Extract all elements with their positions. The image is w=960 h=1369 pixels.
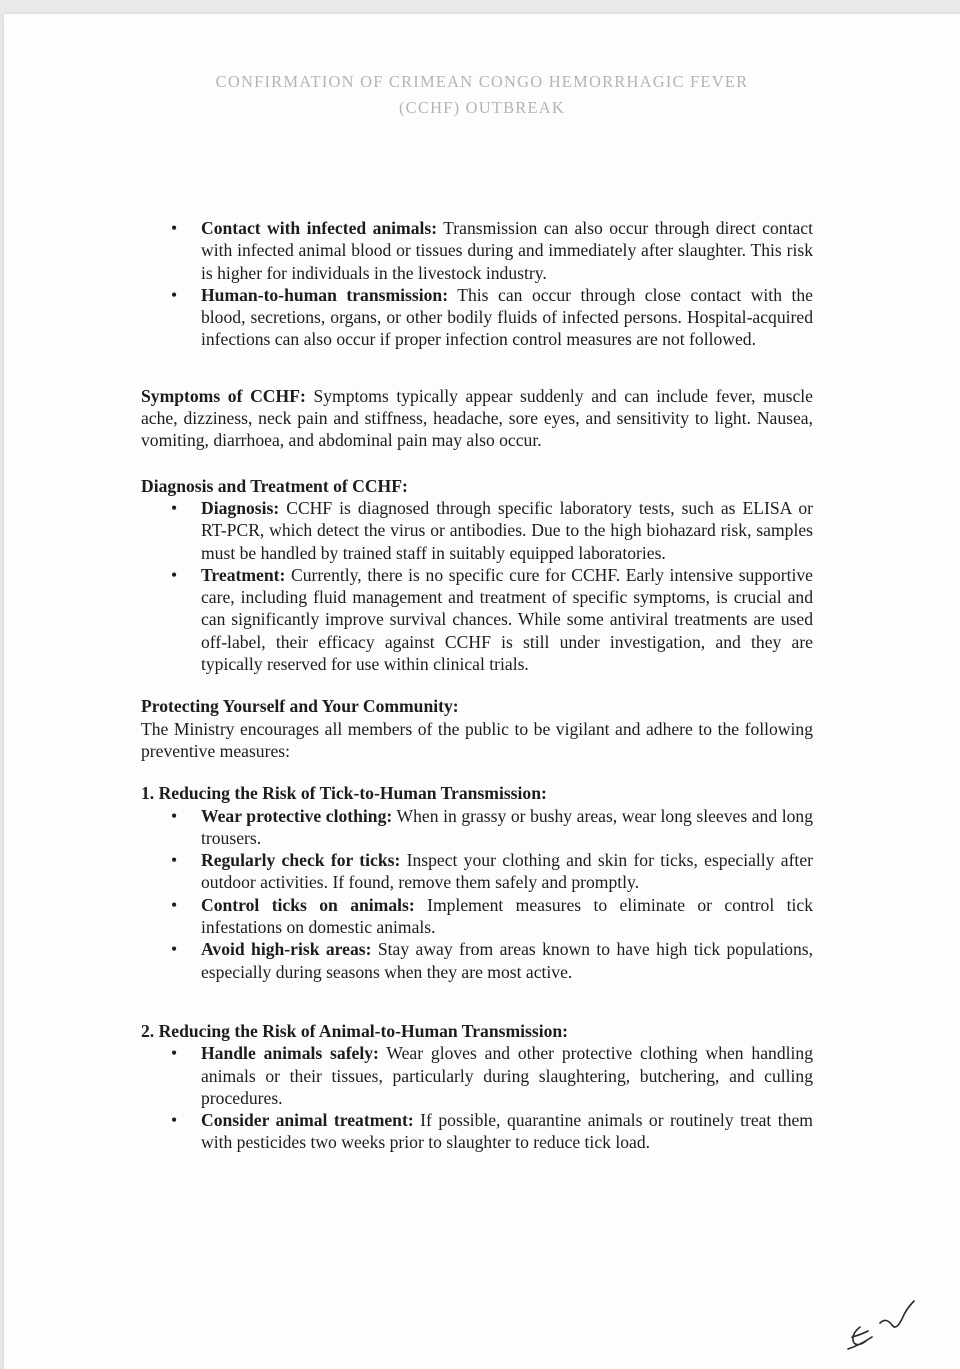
item-text: CCHF is diagnosed through specific laboratory tests, such as ELISA or RT-PCR, which detect the virus or antibodies. Due to the high biohazard risk, samples must be handled by trained staff in suitably equipped laboratories.	[201, 497, 813, 563]
list-item	[141, 564, 813, 675]
bullet-icon: •	[171, 218, 178, 238]
item-title: Handle animals safely:	[201, 1043, 379, 1064]
item-text: Implement measures to eliminate or control tick infestations on domestic animals.	[201, 894, 813, 938]
item-title: Consider animal treatment:	[201, 1110, 414, 1131]
item-title: Diagnosis:	[201, 497, 280, 518]
document-body	[141, 217, 813, 1154]
bullet-icon: •	[171, 805, 178, 826]
list-item	[141, 849, 813, 894]
item-title: Wear protective clothing:	[201, 805, 393, 826]
list-item	[141, 284, 813, 351]
item-text: Wear gloves and other protective clothing when handling animals or their tissues, particularly during slaughtering, butchering, and culling procedures.	[201, 1043, 813, 1108]
item-text: If possible, quarantine animals or routinely treat them with pesticides two weeks prior to slaughter to reduce tick load.	[201, 1110, 813, 1153]
header-title-line-2: (CCHF) OUTBREAK	[398, 98, 566, 117]
item-text: When in grassy or bushy areas, wear long sleeves and long trousers.	[201, 805, 813, 848]
animal-list	[141, 1042, 813, 1153]
tick-list	[141, 805, 813, 983]
handwritten-initials-icon	[840, 1297, 920, 1357]
item-text: This can occur through close contact with the blood, secretions, organs, or other bodily fluids of infected persons. Hospital-acquired infections can also occur if proper infection control measures are not followed.	[201, 284, 813, 350]
protecting-text: The Ministry encourages all members of the public to be vigilant and adhere to the following preventive measures:	[141, 718, 813, 761]
animal-heading: 2. Reducing the Risk of Animal-to-Human Transmission:	[141, 1020, 569, 1041]
list-item	[141, 805, 813, 850]
list-item	[141, 1109, 813, 1154]
list-item	[141, 894, 813, 939]
bullet-icon: •	[171, 894, 178, 915]
item-title: Regularly check for ticks:	[201, 850, 401, 871]
item-title: Contact with infected animals:	[201, 218, 438, 238]
document-page	[4, 14, 960, 1369]
item-title: Control ticks on animals:	[201, 894, 415, 915]
list-item	[141, 217, 813, 284]
bullet-icon: •	[171, 850, 178, 871]
tick-heading: 1. Reducing the Risk of Tick-to-Human Transmission:	[141, 783, 547, 804]
bullet-icon: •	[171, 497, 178, 518]
symptoms-title: Symptoms of CCHF:	[141, 385, 306, 406]
item-text: Transmission can also occur through direct contact with infected animal blood or tissues during and immediately after slaughter. This risk is higher for individuals in the livestock industry.	[201, 218, 813, 283]
list-item	[141, 497, 813, 564]
bullet-icon: •	[171, 939, 178, 960]
header-title-line-1: CONFIRMATION OF CRIMEAN CONGO HEMORRHAGIC FEVER	[215, 72, 749, 91]
symptoms-paragraph	[141, 385, 813, 452]
item-title: Treatment:	[201, 564, 286, 585]
diagnosis-heading: Diagnosis and Treatment of CCHF:	[141, 475, 408, 496]
bullet-icon: •	[171, 284, 178, 305]
document-header	[4, 69, 960, 121]
diagnosis-list	[141, 497, 813, 675]
item-title: Human-to-human transmission:	[201, 284, 449, 305]
bullet-icon: •	[171, 1110, 178, 1131]
item-text: Inspect your clothing and skin for ticks, especially after outdoor activities. If found, remove them safely and promptly.	[201, 850, 813, 893]
item-title: Avoid high-risk areas:	[201, 939, 372, 960]
list-item	[141, 1042, 813, 1109]
item-text: Currently, there is no specific cure for CCHF. Early intensive supportive care, including fluid management and treatment of specific symptoms, is crucial and can significantly improve survival chances. While some antiviral treatments are used off-label, their efficacy against CCHF is still under investigation, and they are typically reserved for use within clinical trials.	[201, 564, 813, 675]
list-item	[141, 938, 813, 983]
protecting-heading: Protecting Yourself and Your Community:	[141, 696, 459, 717]
bullet-icon: •	[171, 1043, 178, 1064]
symptoms-text: Symptoms typically appear suddenly and can include fever, muscle ache, dizziness, neck pain and stiffness, headache, sore eyes, and sensitivity to light. Nausea, vomiting, diarrhoea, and abdominal pain may also occur.	[141, 385, 813, 451]
item-text: Stay away from areas known to have high tick populations, especially during seasons when they are most active.	[201, 939, 813, 982]
bullet-icon: •	[171, 564, 178, 585]
transmission-list	[141, 217, 813, 351]
